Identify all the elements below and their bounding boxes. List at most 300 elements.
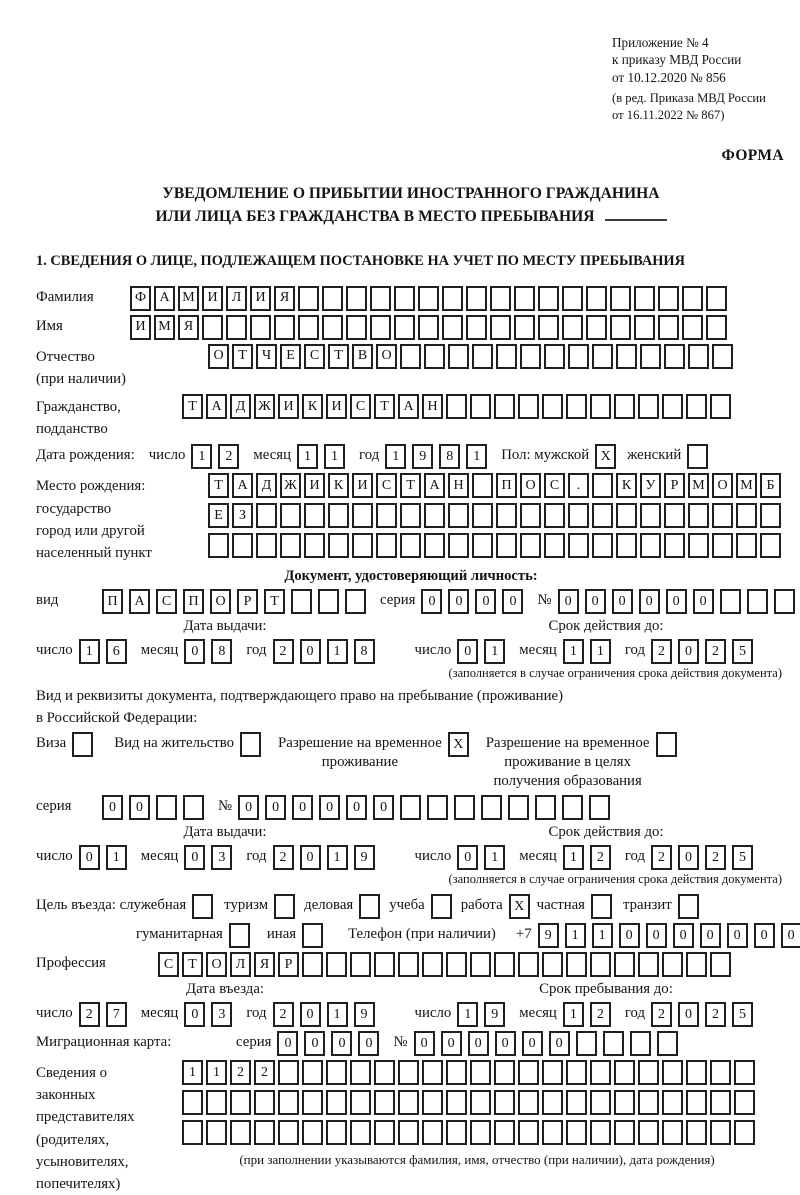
birthplace-line3-cell[interactable] — [592, 533, 613, 558]
representatives-line1-cell[interactable] — [542, 1060, 563, 1085]
firstname-cell[interactable] — [514, 315, 535, 340]
birthplace-line3-cell[interactable] — [472, 533, 493, 558]
representatives-line1-cell[interactable] — [374, 1060, 395, 1085]
doc-kind-cell[interactable]: П — [183, 589, 204, 614]
birthplace-line2-cell[interactable] — [664, 503, 685, 528]
patronymic-cell[interactable] — [448, 344, 469, 369]
surname-cell[interactable]: Ф — [130, 286, 151, 311]
surname-cell[interactable] — [634, 286, 655, 311]
permit-issue-month-cell[interactable]: 0 — [184, 845, 205, 870]
birthplace-line3-cell[interactable] — [640, 533, 661, 558]
representatives-line3-cell[interactable] — [206, 1120, 227, 1145]
representatives-line1-cell[interactable]: 2 — [230, 1060, 251, 1085]
stay-until-month-cell[interactable]: 1 — [563, 1002, 584, 1027]
citizenship-cell[interactable]: А — [398, 394, 419, 419]
permit-issue-year-cell[interactable]: 1 — [327, 845, 348, 870]
birthplace-line1-cell[interactable]: К — [328, 473, 349, 498]
birthplace-line3-cell[interactable] — [544, 533, 565, 558]
birth-year-cell[interactable]: 1 — [466, 444, 487, 469]
surname-cell[interactable] — [490, 286, 511, 311]
profession-cell[interactable] — [374, 952, 395, 977]
purpose-work-checkbox-cell[interactable]: X — [509, 894, 530, 919]
residence-permit-checkbox-cell[interactable] — [240, 732, 261, 757]
patronymic-cell[interactable]: Т — [328, 344, 349, 369]
birth-month-cell[interactable]: 1 — [297, 444, 318, 469]
firstname-cell[interactable] — [202, 315, 223, 340]
firstname-cell[interactable] — [346, 315, 367, 340]
doc-number-cell[interactable]: 0 — [558, 589, 579, 614]
profession-cell[interactable] — [518, 952, 539, 977]
firstname-cell[interactable] — [322, 315, 343, 340]
representatives-line3-cell[interactable] — [542, 1120, 563, 1145]
doc-expiry-year-cell[interactable]: 5 — [732, 639, 753, 664]
profession-cell[interactable] — [590, 952, 611, 977]
permit-number-cell[interactable]: 0 — [265, 795, 286, 820]
doc-kind-cell[interactable] — [345, 589, 366, 614]
surname-cell[interactable]: И — [202, 286, 223, 311]
birthplace-line2-cell[interactable] — [280, 503, 301, 528]
patronymic-cell[interactable] — [496, 344, 517, 369]
patronymic-cell[interactable] — [520, 344, 541, 369]
permit-issue-month-cell[interactable]: 3 — [211, 845, 232, 870]
visa-checkbox-cell[interactable] — [72, 732, 93, 757]
doc-expiry-day-cell[interactable]: 0 — [457, 639, 478, 664]
citizenship-cell[interactable]: Ж — [254, 394, 275, 419]
citizenship-cell[interactable]: К — [302, 394, 323, 419]
doc-series-cell[interactable]: 0 — [448, 589, 469, 614]
patronymic-cell[interactable] — [568, 344, 589, 369]
citizenship-cell[interactable] — [566, 394, 587, 419]
birthplace-line3-cell[interactable] — [376, 533, 397, 558]
representatives-line3-cell[interactable] — [398, 1120, 419, 1145]
doc-kind-cell[interactable]: Т — [264, 589, 285, 614]
purpose-business-checkbox-cell[interactable] — [359, 894, 380, 919]
firstname-cell[interactable] — [394, 315, 415, 340]
representatives-line2-cell[interactable] — [638, 1090, 659, 1115]
profession-cell[interactable] — [422, 952, 443, 977]
birthplace-line1-cell[interactable]: Р — [664, 473, 685, 498]
citizenship-cell[interactable]: И — [278, 394, 299, 419]
permit-number-cell[interactable]: 0 — [292, 795, 313, 820]
citizenship-cell[interactable] — [494, 394, 515, 419]
doc-issue-year-cell[interactable]: 1 — [327, 639, 348, 664]
birthplace-line3-cell[interactable] — [256, 533, 277, 558]
representatives-line1-cell[interactable] — [614, 1060, 635, 1085]
doc-kind-cell[interactable]: Р — [237, 589, 258, 614]
profession-cell[interactable]: О — [206, 952, 227, 977]
doc-expiry-day-cell[interactable]: 1 — [484, 639, 505, 664]
birthplace-line3-cell[interactable] — [664, 533, 685, 558]
birth-year-cell[interactable]: 9 — [412, 444, 433, 469]
birthplace-line1-cell[interactable]: Н — [448, 473, 469, 498]
representatives-line3-cell[interactable] — [278, 1120, 299, 1145]
birthplace-line3-cell[interactable] — [712, 533, 733, 558]
profession-cell[interactable] — [326, 952, 347, 977]
phone-cell[interactable]: 0 — [754, 923, 775, 948]
doc-kind-cell[interactable]: О — [210, 589, 231, 614]
birthplace-line2-cell[interactable] — [304, 503, 325, 528]
surname-cell[interactable]: М — [178, 286, 199, 311]
surname-cell[interactable] — [418, 286, 439, 311]
permit-expiry-year-cell[interactable]: 0 — [678, 845, 699, 870]
entry-month-cell[interactable]: 3 — [211, 1002, 232, 1027]
profession-cell[interactable]: Т — [182, 952, 203, 977]
surname-cell[interactable] — [394, 286, 415, 311]
citizenship-cell[interactable] — [686, 394, 707, 419]
birthplace-line3-cell[interactable] — [424, 533, 445, 558]
mc-number-cell[interactable]: 0 — [522, 1031, 543, 1056]
permit-number-cell[interactable]: 0 — [319, 795, 340, 820]
birthplace-line2-cell[interactable] — [520, 503, 541, 528]
representatives-line1-cell[interactable] — [398, 1060, 419, 1085]
profession-cell[interactable]: С — [158, 952, 179, 977]
birthplace-line3-cell[interactable] — [760, 533, 781, 558]
mc-number-cell[interactable] — [603, 1031, 624, 1056]
birthplace-line3-cell[interactable] — [232, 533, 253, 558]
mc-series-cell[interactable]: 0 — [277, 1031, 298, 1056]
patronymic-cell[interactable]: Е — [280, 344, 301, 369]
phone-cell[interactable]: 0 — [619, 923, 640, 948]
profession-cell[interactable] — [398, 952, 419, 977]
surname-cell[interactable] — [346, 286, 367, 311]
birthplace-line1-cell[interactable]: Д — [256, 473, 277, 498]
birthplace-line2-cell[interactable] — [736, 503, 757, 528]
birthplace-line2-cell[interactable] — [496, 503, 517, 528]
patronymic-cell[interactable] — [664, 344, 685, 369]
permit-series-cell[interactable]: 0 — [129, 795, 150, 820]
doc-series-cell[interactable]: 0 — [421, 589, 442, 614]
stay-until-month-cell[interactable]: 2 — [590, 1002, 611, 1027]
entry-year-cell[interactable]: 9 — [354, 1002, 375, 1027]
profession-cell[interactable] — [494, 952, 515, 977]
representatives-line2-cell[interactable] — [734, 1090, 755, 1115]
representatives-line3-cell[interactable] — [590, 1120, 611, 1145]
surname-cell[interactable]: Я — [274, 286, 295, 311]
birthplace-line1-cell[interactable] — [472, 473, 493, 498]
mc-number-cell[interactable]: 0 — [495, 1031, 516, 1056]
representatives-line2-cell[interactable] — [422, 1090, 443, 1115]
citizenship-cell[interactable]: Н — [422, 394, 443, 419]
citizenship-cell[interactable]: С — [350, 394, 371, 419]
birthplace-line2-cell[interactable] — [544, 503, 565, 528]
representatives-line2-cell[interactable] — [662, 1090, 683, 1115]
birthplace-line3-cell[interactable] — [280, 533, 301, 558]
doc-kind-cell[interactable] — [318, 589, 339, 614]
representatives-line1-cell[interactable] — [590, 1060, 611, 1085]
firstname-cell[interactable]: И — [130, 315, 151, 340]
representatives-line1-cell[interactable] — [518, 1060, 539, 1085]
profession-cell[interactable] — [566, 952, 587, 977]
doc-issue-year-cell[interactable]: 8 — [354, 639, 375, 664]
firstname-cell[interactable] — [538, 315, 559, 340]
surname-cell[interactable] — [442, 286, 463, 311]
phone-cell[interactable]: 1 — [592, 923, 613, 948]
representatives-line3-cell[interactable] — [494, 1120, 515, 1145]
doc-number-cell[interactable] — [720, 589, 741, 614]
citizenship-cell[interactable] — [590, 394, 611, 419]
mc-number-cell[interactable] — [576, 1031, 597, 1056]
permit-number-cell[interactable]: 0 — [373, 795, 394, 820]
representatives-line1-cell[interactable] — [734, 1060, 755, 1085]
stay-until-year-cell[interactable]: 0 — [678, 1002, 699, 1027]
patronymic-cell[interactable]: Т — [232, 344, 253, 369]
representatives-line3-cell[interactable] — [254, 1120, 275, 1145]
firstname-cell[interactable] — [562, 315, 583, 340]
citizenship-cell[interactable] — [518, 394, 539, 419]
firstname-cell[interactable] — [226, 315, 247, 340]
permit-series-cell[interactable]: 0 — [102, 795, 123, 820]
birthplace-line2-cell[interactable] — [472, 503, 493, 528]
patronymic-cell[interactable] — [400, 344, 421, 369]
purpose-tourism-checkbox-cell[interactable] — [274, 894, 295, 919]
representatives-line2-cell[interactable] — [302, 1090, 323, 1115]
birthplace-line3-cell[interactable] — [448, 533, 469, 558]
surname-cell[interactable] — [514, 286, 535, 311]
surname-cell[interactable] — [658, 286, 679, 311]
birthplace-line2-cell[interactable] — [712, 503, 733, 528]
phone-cell[interactable]: 0 — [673, 923, 694, 948]
birthplace-line2-cell[interactable] — [352, 503, 373, 528]
representatives-line3-cell[interactable] — [350, 1120, 371, 1145]
permit-series-cell[interactable] — [183, 795, 204, 820]
birthplace-line1-cell[interactable]: М — [688, 473, 709, 498]
surname-cell[interactable] — [682, 286, 703, 311]
firstname-cell[interactable] — [418, 315, 439, 340]
entry-day-cell[interactable]: 2 — [79, 1002, 100, 1027]
permit-number-cell[interactable] — [427, 795, 448, 820]
doc-issue-year-cell[interactable]: 2 — [273, 639, 294, 664]
citizenship-cell[interactable] — [710, 394, 731, 419]
birthplace-line3-cell[interactable] — [328, 533, 349, 558]
birthplace-line2-cell[interactable] — [256, 503, 277, 528]
purpose-other-checkbox-cell[interactable] — [302, 923, 323, 948]
surname-cell[interactable] — [610, 286, 631, 311]
representatives-line2-cell[interactable] — [614, 1090, 635, 1115]
profession-cell[interactable] — [470, 952, 491, 977]
representatives-line3-cell[interactable] — [710, 1120, 731, 1145]
birthplace-line3-cell[interactable] — [688, 533, 709, 558]
birthplace-line3-cell[interactable] — [496, 533, 517, 558]
surname-cell[interactable] — [586, 286, 607, 311]
permit-expiry-month-cell[interactable]: 2 — [590, 845, 611, 870]
phone-cell[interactable]: 0 — [700, 923, 721, 948]
birthplace-line1-cell[interactable]: Ж — [280, 473, 301, 498]
birthplace-line3-cell[interactable] — [568, 533, 589, 558]
birthplace-line1-cell[interactable]: Б — [760, 473, 781, 498]
permit-series-cell[interactable] — [156, 795, 177, 820]
representatives-line3-cell[interactable] — [302, 1120, 323, 1145]
representatives-line1-cell[interactable] — [494, 1060, 515, 1085]
firstname-cell[interactable] — [274, 315, 295, 340]
patronymic-cell[interactable] — [472, 344, 493, 369]
profession-cell[interactable] — [614, 952, 635, 977]
birthplace-line2-cell[interactable] — [376, 503, 397, 528]
doc-kind-cell[interactable]: С — [156, 589, 177, 614]
representatives-line1-cell[interactable]: 1 — [182, 1060, 203, 1085]
representatives-line2-cell[interactable] — [470, 1090, 491, 1115]
birthplace-line3-cell[interactable] — [616, 533, 637, 558]
representatives-line3-cell[interactable] — [518, 1120, 539, 1145]
representatives-line3-cell[interactable] — [446, 1120, 467, 1145]
mc-series-cell[interactable]: 0 — [304, 1031, 325, 1056]
representatives-line1-cell[interactable] — [278, 1060, 299, 1085]
firstname-cell[interactable] — [634, 315, 655, 340]
firstname-cell[interactable] — [442, 315, 463, 340]
permit-number-cell[interactable] — [589, 795, 610, 820]
permit-issue-day-cell[interactable]: 0 — [79, 845, 100, 870]
birthplace-line1-cell[interactable]: А — [424, 473, 445, 498]
surname-cell[interactable] — [298, 286, 319, 311]
citizenship-cell[interactable]: Т — [182, 394, 203, 419]
representatives-line2-cell[interactable] — [230, 1090, 251, 1115]
birthplace-line1-cell[interactable] — [592, 473, 613, 498]
doc-number-cell[interactable]: 0 — [612, 589, 633, 614]
permit-issue-day-cell[interactable]: 1 — [106, 845, 127, 870]
birthplace-line1-cell[interactable]: И — [304, 473, 325, 498]
doc-number-cell[interactable] — [747, 589, 768, 614]
birthplace-line2-cell[interactable] — [568, 503, 589, 528]
profession-cell[interactable] — [350, 952, 371, 977]
profession-cell[interactable]: Л — [230, 952, 251, 977]
birthplace-line1-cell[interactable]: П — [496, 473, 517, 498]
stay-until-year-cell[interactable]: 5 — [732, 1002, 753, 1027]
patronymic-cell[interactable] — [640, 344, 661, 369]
representatives-line2-cell[interactable] — [326, 1090, 347, 1115]
doc-expiry-year-cell[interactable]: 2 — [705, 639, 726, 664]
permit-number-cell[interactable]: 0 — [346, 795, 367, 820]
doc-kind-cell[interactable]: А — [129, 589, 150, 614]
purpose-study-checkbox-cell[interactable] — [431, 894, 452, 919]
birthplace-line1-cell[interactable]: М — [736, 473, 757, 498]
patronymic-cell[interactable]: Ч — [256, 344, 277, 369]
birthplace-line3-cell[interactable] — [208, 533, 229, 558]
representatives-line3-cell[interactable] — [230, 1120, 251, 1145]
mc-number-cell[interactable] — [657, 1031, 678, 1056]
birthplace-line1-cell[interactable]: С — [544, 473, 565, 498]
birth-year-cell[interactable]: 1 — [385, 444, 406, 469]
mc-number-cell[interactable] — [630, 1031, 651, 1056]
permit-number-cell[interactable] — [454, 795, 475, 820]
citizenship-cell[interactable]: А — [206, 394, 227, 419]
birth-day-cell[interactable]: 2 — [218, 444, 239, 469]
entry-day-cell[interactable]: 7 — [106, 1002, 127, 1027]
citizenship-cell[interactable] — [542, 394, 563, 419]
representatives-line2-cell[interactable] — [542, 1090, 563, 1115]
permit-expiry-day-cell[interactable]: 0 — [457, 845, 478, 870]
surname-cell[interactable] — [706, 286, 727, 311]
purpose-transit-checkbox-cell[interactable] — [678, 894, 699, 919]
profession-cell[interactable] — [302, 952, 323, 977]
birthplace-line1-cell[interactable]: Т — [208, 473, 229, 498]
birthplace-line2-cell[interactable] — [448, 503, 469, 528]
firstname-cell[interactable] — [298, 315, 319, 340]
representatives-line2-cell[interactable] — [446, 1090, 467, 1115]
birth-year-cell[interactable]: 8 — [439, 444, 460, 469]
representatives-line3-cell[interactable] — [374, 1120, 395, 1145]
birthplace-line2-cell[interactable]: З — [232, 503, 253, 528]
representatives-line2-cell[interactable] — [398, 1090, 419, 1115]
representatives-line3-cell[interactable] — [614, 1120, 635, 1145]
permit-number-cell[interactable] — [508, 795, 529, 820]
purpose-humanitarian-checkbox-cell[interactable] — [229, 923, 250, 948]
birthplace-line2-cell[interactable] — [592, 503, 613, 528]
representatives-line2-cell[interactable] — [350, 1090, 371, 1115]
profession-cell[interactable] — [638, 952, 659, 977]
firstname-cell[interactable]: Я — [178, 315, 199, 340]
patronymic-cell[interactable] — [424, 344, 445, 369]
birthplace-line2-cell[interactable] — [400, 503, 421, 528]
permit-number-cell[interactable] — [535, 795, 556, 820]
mc-number-cell[interactable]: 0 — [441, 1031, 462, 1056]
patronymic-cell[interactable]: О — [376, 344, 397, 369]
stay-until-year-cell[interactable]: 2 — [651, 1002, 672, 1027]
representatives-line3-cell[interactable] — [686, 1120, 707, 1145]
permit-expiry-year-cell[interactable]: 2 — [705, 845, 726, 870]
birthplace-line1-cell[interactable]: И — [352, 473, 373, 498]
firstname-cell[interactable] — [250, 315, 271, 340]
representatives-line3-cell[interactable] — [470, 1120, 491, 1145]
representatives-line1-cell[interactable] — [686, 1060, 707, 1085]
birthplace-line3-cell[interactable] — [736, 533, 757, 558]
representatives-line3-cell[interactable] — [662, 1120, 683, 1145]
patronymic-cell[interactable] — [688, 344, 709, 369]
doc-expiry-year-cell[interactable]: 0 — [678, 639, 699, 664]
stay-until-day-cell[interactable]: 9 — [484, 1002, 505, 1027]
birthplace-line1-cell[interactable]: У — [640, 473, 661, 498]
profession-cell[interactable] — [662, 952, 683, 977]
doc-issue-day-cell[interactable]: 6 — [106, 639, 127, 664]
representatives-line1-cell[interactable] — [446, 1060, 467, 1085]
birthplace-line1-cell[interactable]: Т — [400, 473, 421, 498]
permit-number-cell[interactable] — [400, 795, 421, 820]
representatives-line3-cell[interactable] — [182, 1120, 203, 1145]
profession-cell[interactable]: Я — [254, 952, 275, 977]
representatives-line1-cell[interactable] — [302, 1060, 323, 1085]
citizenship-cell[interactable]: Т — [374, 394, 395, 419]
birthplace-line3-cell[interactable] — [520, 533, 541, 558]
mc-number-cell[interactable]: 0 — [414, 1031, 435, 1056]
phone-cell[interactable]: 0 — [781, 923, 800, 948]
birthplace-line1-cell[interactable]: С — [376, 473, 397, 498]
phone-cell[interactable]: 1 — [565, 923, 586, 948]
purpose-private-checkbox-cell[interactable] — [591, 894, 612, 919]
stay-until-day-cell[interactable]: 1 — [457, 1002, 478, 1027]
birthplace-line2-cell[interactable] — [616, 503, 637, 528]
representatives-line1-cell[interactable] — [638, 1060, 659, 1085]
surname-cell[interactable] — [370, 286, 391, 311]
mc-series-cell[interactable]: 0 — [358, 1031, 379, 1056]
birthplace-line2-cell[interactable] — [688, 503, 709, 528]
patronymic-cell[interactable] — [592, 344, 613, 369]
entry-year-cell[interactable]: 2 — [273, 1002, 294, 1027]
birth-day-cell[interactable]: 1 — [191, 444, 212, 469]
representatives-line2-cell[interactable] — [518, 1090, 539, 1115]
doc-number-cell[interactable]: 0 — [693, 589, 714, 614]
patronymic-cell[interactable] — [544, 344, 565, 369]
representatives-line3-cell[interactable] — [422, 1120, 443, 1145]
surname-cell[interactable]: И — [250, 286, 271, 311]
permit-number-cell[interactable] — [481, 795, 502, 820]
patronymic-cell[interactable] — [712, 344, 733, 369]
birthplace-line2-cell[interactable] — [640, 503, 661, 528]
purpose-official-checkbox-cell[interactable] — [192, 894, 213, 919]
entry-year-cell[interactable]: 1 — [327, 1002, 348, 1027]
patronymic-cell[interactable] — [616, 344, 637, 369]
citizenship-cell[interactable] — [614, 394, 635, 419]
surname-cell[interactable]: Л — [226, 286, 247, 311]
patronymic-cell[interactable]: О — [208, 344, 229, 369]
gender-female-checkbox-cell[interactable] — [687, 444, 708, 469]
